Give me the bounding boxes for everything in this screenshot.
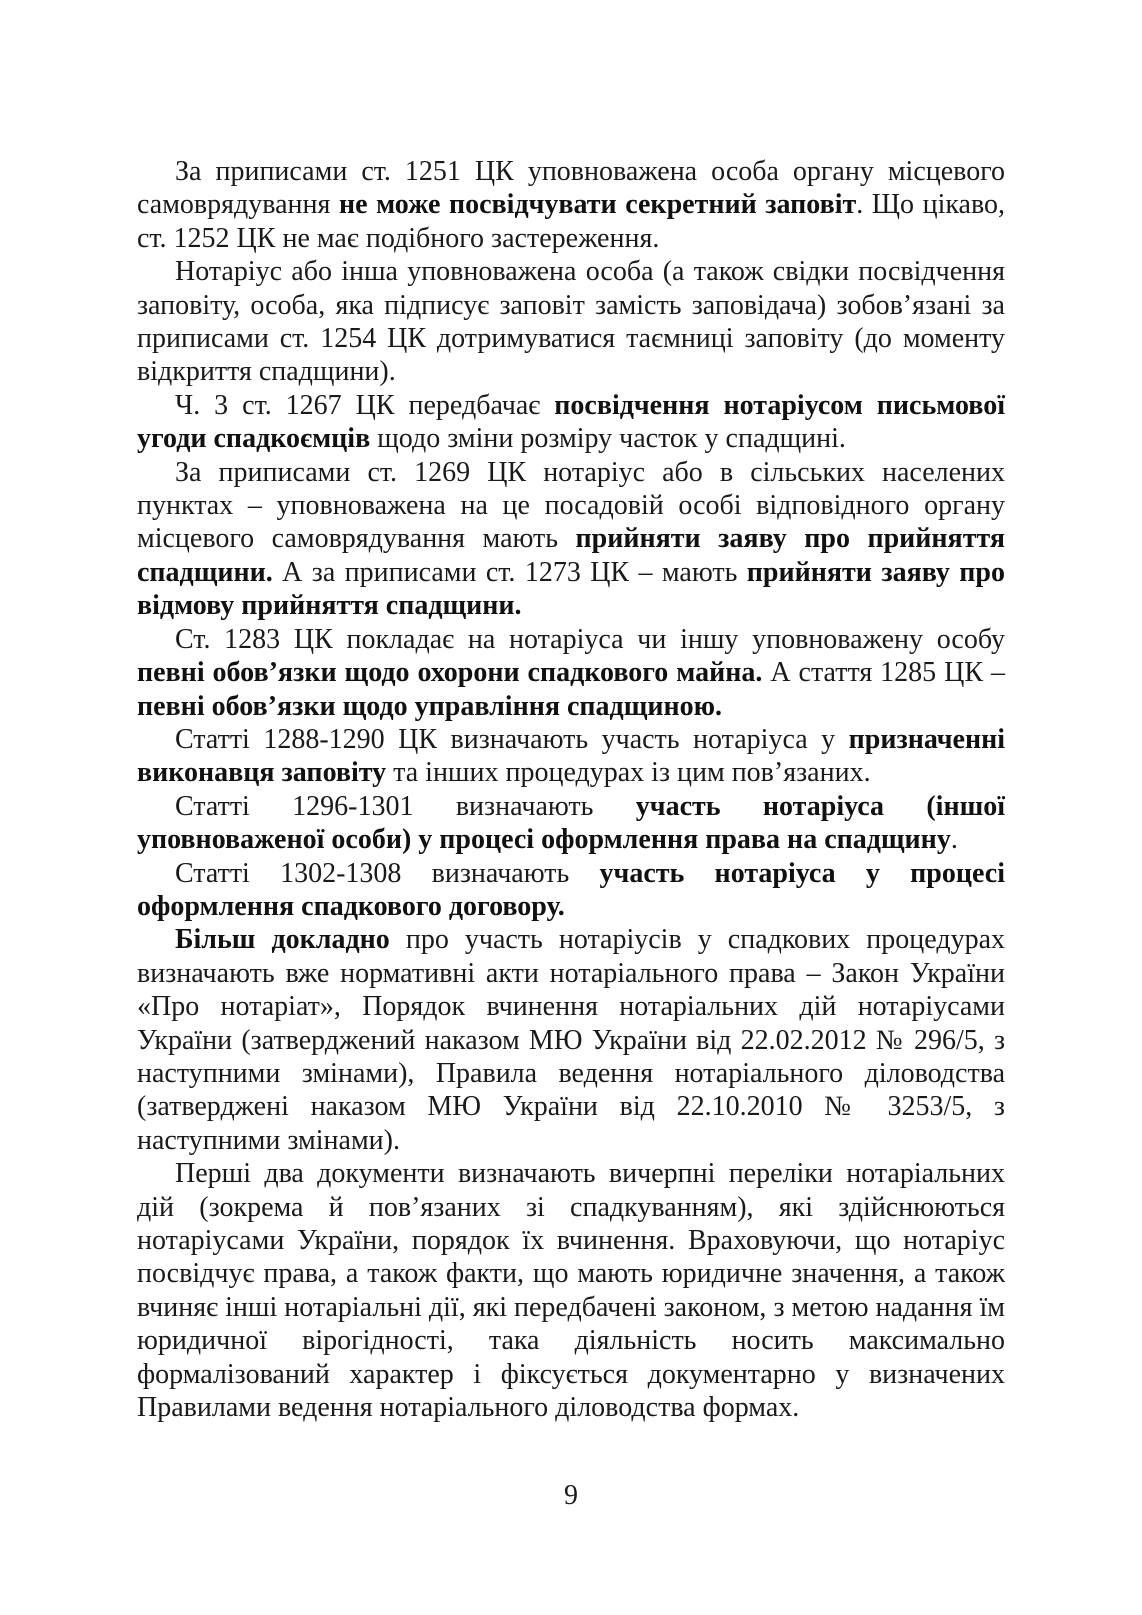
page-number: 9 bbox=[564, 1480, 578, 1511]
text: Перші два документи визначають вичерпні переліки нотаріальних дій (зокрема й пов’язаних зі спадкуванням), які здійснюються нотаріусами України, порядок їх вчинення. Враховуючи, що нотаріус посвідчує права, а також факти, що мають юридичне значення, а також вчиняє інші нотаріальні дії, які передбачені законом, з метою надання їм юридичної вірогідності, така діяльність носить максимально формалізований характер і фіксується документарно у визначених Правилами ведення нотаріального діловодства формах. bbox=[137, 1158, 1005, 1424]
text: . bbox=[950, 824, 958, 856]
document-body bbox=[137, 155, 1005, 1424]
text: А за приписами ст. 1273 ЦК – мають bbox=[272, 556, 747, 588]
paragraph bbox=[137, 857, 1005, 924]
bold-text: певні обов’язки щодо управління спадщиною. bbox=[137, 690, 723, 722]
bold-text: прийняти заяву про прийняття спадщини. bbox=[137, 523, 1005, 588]
text: За приписами ст. 1269 ЦК нотаріус або в сільських населених пунктах – уповноважена на це посадовій особі відповідного органу місцевого самоврядування мають bbox=[137, 456, 1005, 555]
bold-text: участь нотаріуса у процесі оформлення спадкового договору. bbox=[137, 857, 1005, 922]
bold-text: посвідчення нотаріусом письмової угоди спадкоємців bbox=[137, 389, 1005, 455]
bold-text: не може посвідчувати секретний заповіт bbox=[338, 189, 857, 221]
paragraph bbox=[137, 456, 1005, 623]
paragraph bbox=[137, 790, 1005, 857]
text: про участь нотаріусів у спадкових процедурах визначають вже нормативні акти нотаріального права – Закон України «Про нотаріат», Порядок вчинення нотаріальних дій нотаріусами України (затверджений наказом МЮ України від 22.02.2012 № 296/5, з наступними змінами), Правила ведення нотаріального діловодства (затверджені наказом МЮ України від 22.10.2010 № 3253/5, з наступними змінами). bbox=[137, 924, 1005, 1156]
text: Ст. 1283 ЦК покладає на нотаріуса чи іншу уповноважену особу bbox=[175, 623, 1005, 655]
text: Нотаріус або інша уповноважена особа (а також свідки посвідчення заповіту, особа, яка підписує заповіт замість заповідача) зобов’язані за приписами ст. 1254 ЦК дотримуватися таємниці заповіту (до моменту відкриття спадщини). bbox=[137, 256, 1005, 388]
paragraph bbox=[137, 923, 1005, 1157]
bold-text: призначенні виконавця заповіту bbox=[137, 723, 1005, 789]
bold-text: певні обов’язки щодо охорони спадкового майна. bbox=[137, 657, 763, 689]
text: За приписами ст. 1251 ЦК уповноважена особа органу місцевого самоврядування bbox=[137, 156, 1005, 221]
paragraph bbox=[137, 255, 1005, 389]
text: щодо зміни розміру часток у спадщині. bbox=[370, 423, 846, 455]
text: Статті 1296-1301 визначають bbox=[175, 790, 636, 822]
bold-text: участь нотаріуса (іншої уповноваженої особи) у процесі оформлення права на спадщину bbox=[137, 790, 1005, 856]
paragraph bbox=[137, 389, 1005, 456]
text: Статті 1288-1290 ЦК визначають участь нотаріуса у bbox=[175, 723, 849, 755]
paragraph bbox=[137, 155, 1005, 255]
bold-text: Більш докладно bbox=[175, 924, 390, 956]
text: Ч. 3 ст. 1267 ЦК передбачає bbox=[175, 389, 555, 421]
paragraph bbox=[137, 623, 1005, 723]
text: А стаття 1285 ЦК – bbox=[762, 657, 1005, 689]
text: та інших процедурах із цим пов’язаних. bbox=[386, 757, 871, 789]
paragraph bbox=[137, 1157, 1005, 1424]
paragraph bbox=[137, 723, 1005, 790]
bold-text: прийняти заяву про відмову прийняття спадщини. bbox=[137, 556, 1005, 622]
text: Статті 1302-1308 визначають bbox=[175, 857, 600, 889]
text: . Що цікаво, ст. 1252 ЦК не має подібного застереження. bbox=[137, 189, 1005, 254]
